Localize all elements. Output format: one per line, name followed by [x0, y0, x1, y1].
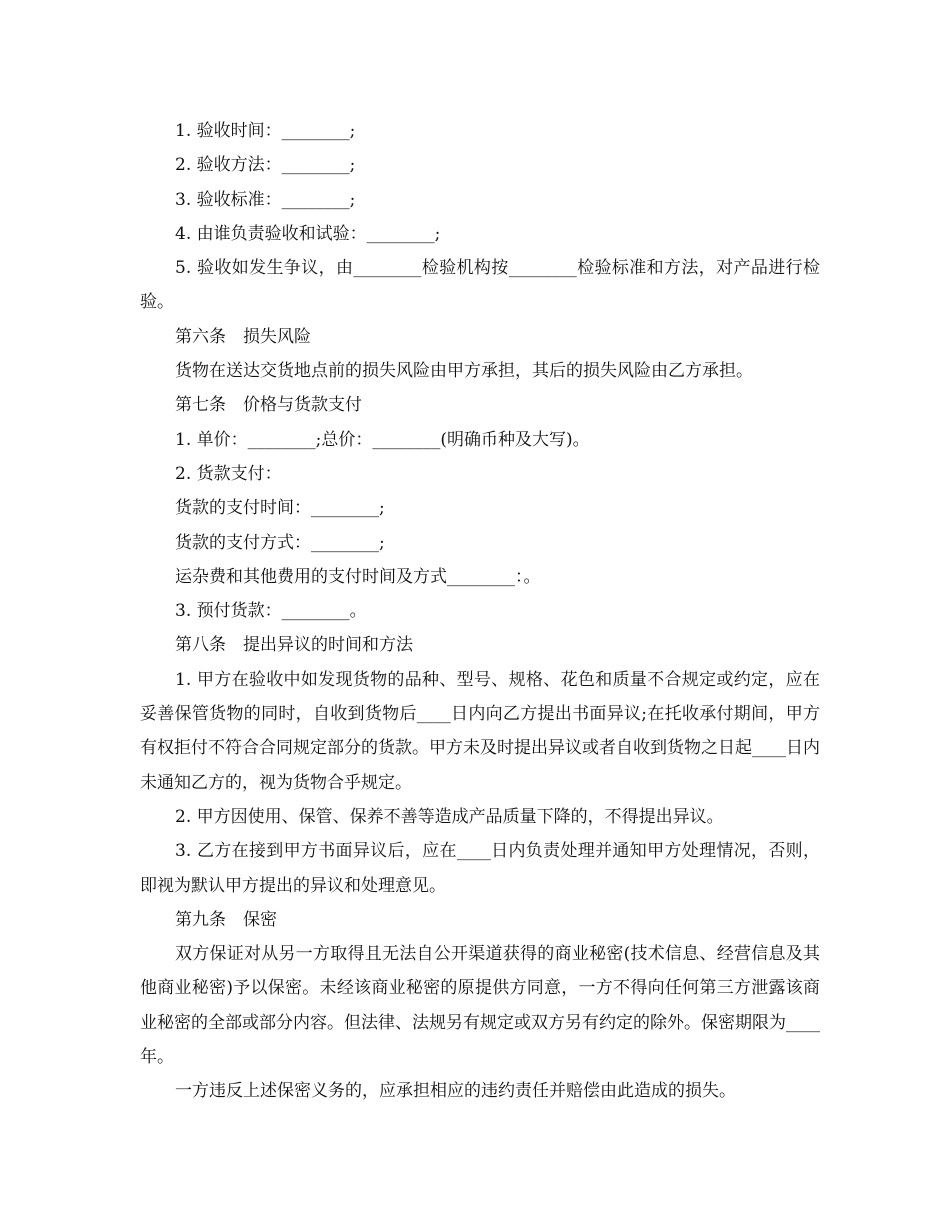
misuse-clause: 2. 甲方因使用、保管、保养不善等造成产品质量下降的，不得提出异议。 — [175, 806, 724, 827]
prepayment-clause: 3. 预付货款：________。 — [175, 601, 367, 622]
article-six-heading: 第六条 损失风险 — [175, 326, 311, 347]
document-body — [140, 114, 820, 1109]
acceptance-responsibility-clause: 4. 由谁负责验收和试验：________; — [175, 223, 441, 244]
acceptance-standard-clause: 3. 验收标准：________; — [175, 189, 356, 210]
confidentiality-clause: 双方保证对从另一方取得且无法自公开渠道获得的商业秘密(技术信息、经营信息及其他商业秘密)予以保密。未经该商业秘密的原提供方同意，一方不得向任何第三方泄露该商业秘密的全部或部分内容。但法律、法规另有规定或双方另有约定的除外。保密期限为____年。 — [140, 944, 820, 1068]
payment-heading: 2. 货款支付： — [175, 463, 282, 484]
article-seven-heading: 第七条 价格与货款支付 — [175, 395, 362, 416]
objection-handling-clause: 3. 乙方在接到甲方书面异议后，应在____日内负责处理并通知甲方处理情况，否则，即视为默认甲方提出的异议和处理意见。 — [140, 841, 820, 896]
price-clause: 1. 单价：________;总价：________(明确币种及大写)。 — [175, 429, 590, 450]
payment-time-clause: 货款的支付时间：________; — [175, 498, 385, 519]
acceptance-time-clause: 1. 验收时间：________; — [175, 121, 356, 141]
payment-method-clause: 货款的支付方式：________; — [175, 532, 385, 553]
article-eight-heading: 第八条 提出异议的时间和方法 — [175, 635, 413, 656]
acceptance-method-clause: 2. 验收方法：________; — [175, 155, 356, 176]
dispute-inspection-clause: 5. 验收如发生争议，由________检验机构按________检验标准和方法，对产品进行检验。 — [140, 258, 820, 313]
objection-inspection-clause: 1. 甲方在验收中如发现货物的品种、型号、规格、花色和质量不合规定或约定，应在妥善保管货物的同时，自收到货物后____日内向乙方提出书面异议;在托收承付期间，甲方有权拒付不符合合同规定部分的货款。甲方未及时提出异议或者自收到货物之日起____日内未通知乙方的，视为货物合乎规定。 — [140, 669, 820, 793]
freight-payment-clause: 运杂费和其他费用的支付时间及方式________：。 — [175, 566, 541, 587]
confidentiality-breach-clause: 一方违反上述保密义务的，应承担相应的违约责任并赔偿由此造成的损失。 — [175, 1081, 736, 1102]
article-nine-heading: 第九条 保密 — [175, 909, 277, 930]
loss-risk-clause: 货物在送达交货地点前的损失风险由甲方承担，其后的损失风险由乙方承担。 — [175, 361, 753, 382]
